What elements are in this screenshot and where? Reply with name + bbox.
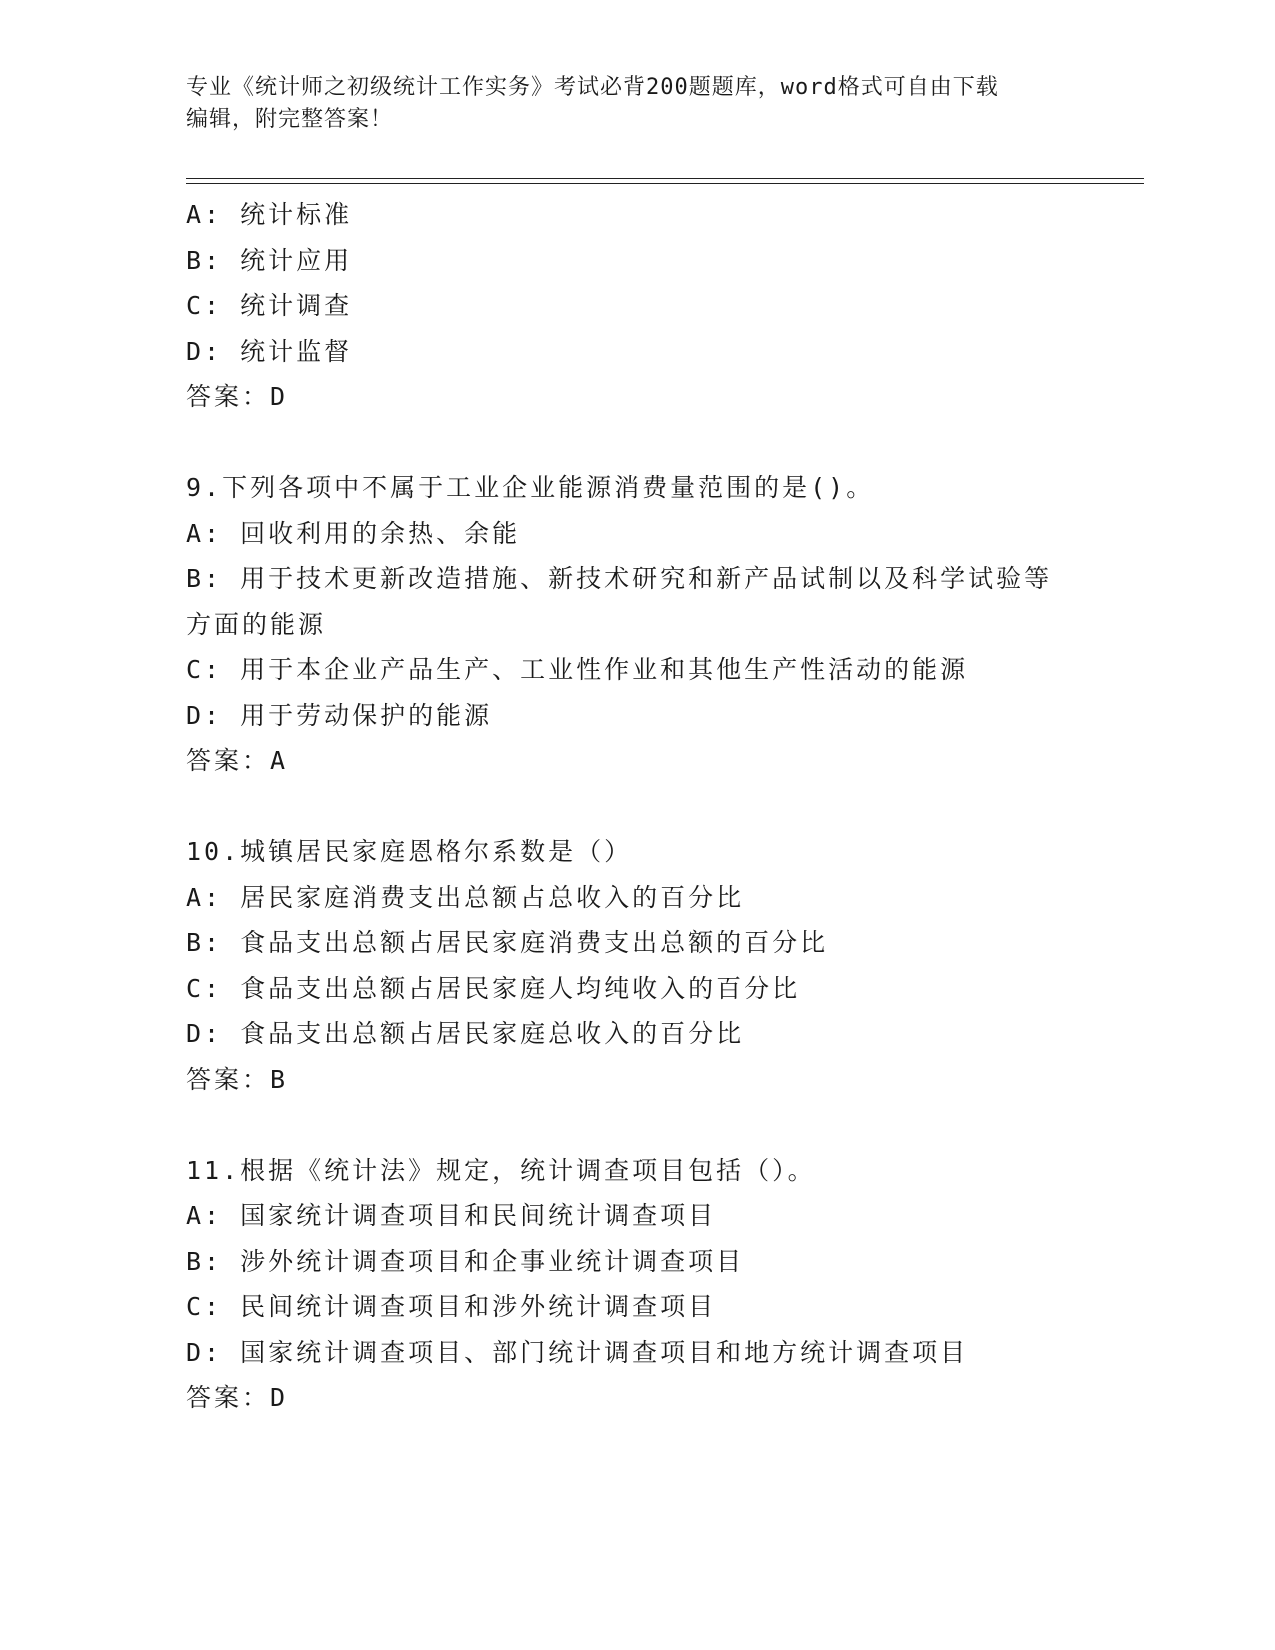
q9-option-a: A: 回收利用的余热、余能 — [186, 518, 521, 548]
q11-stem: 11.根据《统计法》规定，统计调查项目包括（）。 — [186, 1155, 816, 1185]
q10-option-a: A: 居民家庭消费支出总额占总收入的百分比 — [186, 882, 745, 912]
q9-option-c: C: 用于本企业产品生产、工业性作业和其他生产性活动的能源 — [186, 655, 969, 684]
q10-answer: 答案：B — [186, 1064, 289, 1094]
q9-option-b-continued: 方面的能源 — [186, 609, 327, 639]
q11-option-c: C: 民间统计调查项目和涉外统计调查项目 — [186, 1292, 717, 1321]
spacer — [186, 1102, 1144, 1148]
q8-option-c: C: 统计调查 — [186, 291, 353, 320]
q9-stem: 9.下列各项中不属于工业企业能源消费量范围的是()。 — [186, 473, 875, 502]
q8-answer: 答案：D — [186, 382, 289, 411]
spacer — [186, 420, 1144, 466]
header-title-line-2: 编辑，附完整答案！ — [186, 107, 394, 132]
q11-option-d: D: 国家统计调查项目、部门统计调查项目和地方统计调查项目 — [186, 1337, 969, 1367]
q11-option-b: B: 涉外统计调查项目和企事业统计调查项目 — [186, 1246, 745, 1276]
spacer — [186, 784, 1144, 830]
q8-option-d: D: 统计监督 — [186, 336, 353, 366]
q11-option-a: A: 国家统计调查项目和民间统计调查项目 — [186, 1201, 717, 1230]
q10-option-b: B: 食品支出总额占居民家庭消费支出总额的百分比 — [186, 928, 829, 957]
q8-option-b: B: 统计应用 — [186, 245, 353, 275]
q8-option-a: A: 统计标准 — [186, 200, 353, 229]
question-8-block — [186, 192, 1144, 420]
q10-option-d: D: 食品支出总额占居民家庭总收入的百分比 — [186, 1019, 745, 1048]
q9-answer: 答案：A — [186, 746, 289, 775]
document-header — [186, 72, 1086, 136]
header-title-line-1: 专业《统计师之初级统计工作实务》考试必背200题题库，word格式可自由下载 — [186, 75, 999, 100]
q9-option-b: B: 用于技术更新改造措施、新技术研究和新产品试制以及科学试验等 — [186, 564, 1053, 593]
q10-stem: 10.城镇居民家庭恩格尔系数是（） — [186, 837, 633, 866]
q9-option-d: D: 用于劳动保护的能源 — [186, 700, 493, 730]
question-10-block — [186, 829, 1144, 1102]
question-9-block — [186, 465, 1144, 784]
q10-option-c: C: 食品支出总额占居民家庭人均纯收入的百分比 — [186, 973, 801, 1003]
q11-answer: 答案：D — [186, 1383, 289, 1412]
question-11-block — [186, 1148, 1144, 1421]
question-list — [186, 192, 1144, 1421]
header-divider-top — [186, 178, 1144, 179]
header-divider-bottom — [186, 183, 1144, 184]
